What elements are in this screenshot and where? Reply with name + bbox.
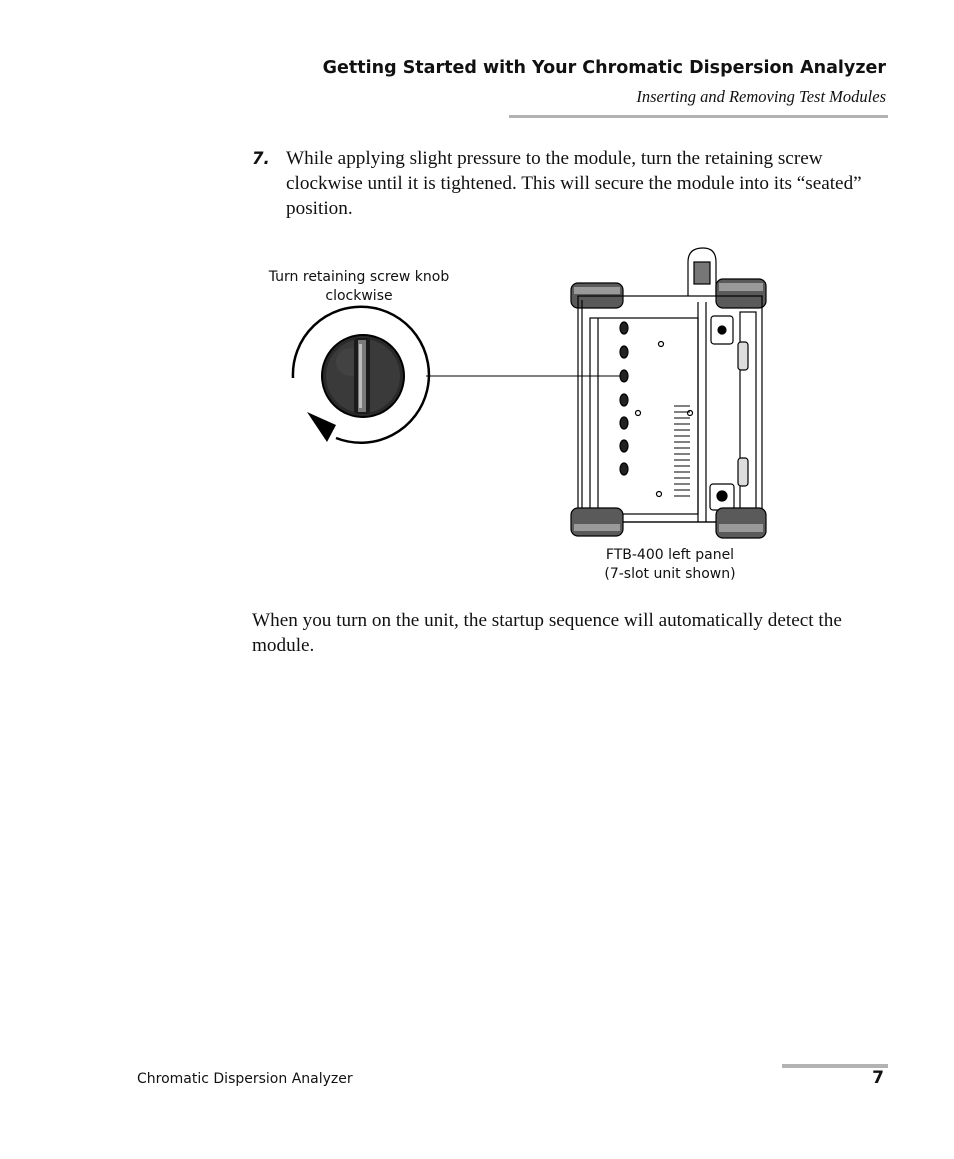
page-number: 7	[872, 1068, 884, 1088]
closing-paragraph: When you turn on the unit, the startup sequence will automatically detect the module.	[252, 610, 842, 656]
step-text: While applying slight pressure to the module, turn the retaining screw clockwise until it is tightened. This will secure the module into its “seated” position.	[286, 148, 862, 219]
footer-document-title: Chromatic Dispersion Analyzer	[137, 1071, 353, 1087]
panel-caption-line2: (7-slot unit shown)	[604, 566, 736, 582]
step-number: 7.	[252, 149, 270, 168]
ftb-400-left-panel-illustration	[571, 248, 766, 538]
retaining-screw-knob-illustration	[322, 335, 404, 417]
running-header-title: Getting Started with Your Chromatic Dispersion Analyzer	[322, 58, 886, 78]
running-header-subtitle: Inserting and Removing Test Modules	[636, 87, 886, 106]
knob-callout-label: Turn retaining screw knob clockwise	[268, 269, 450, 304]
panel-callout-label	[580, 546, 760, 584]
panel-caption-line1: FTB-400 left panel	[605, 547, 735, 563]
